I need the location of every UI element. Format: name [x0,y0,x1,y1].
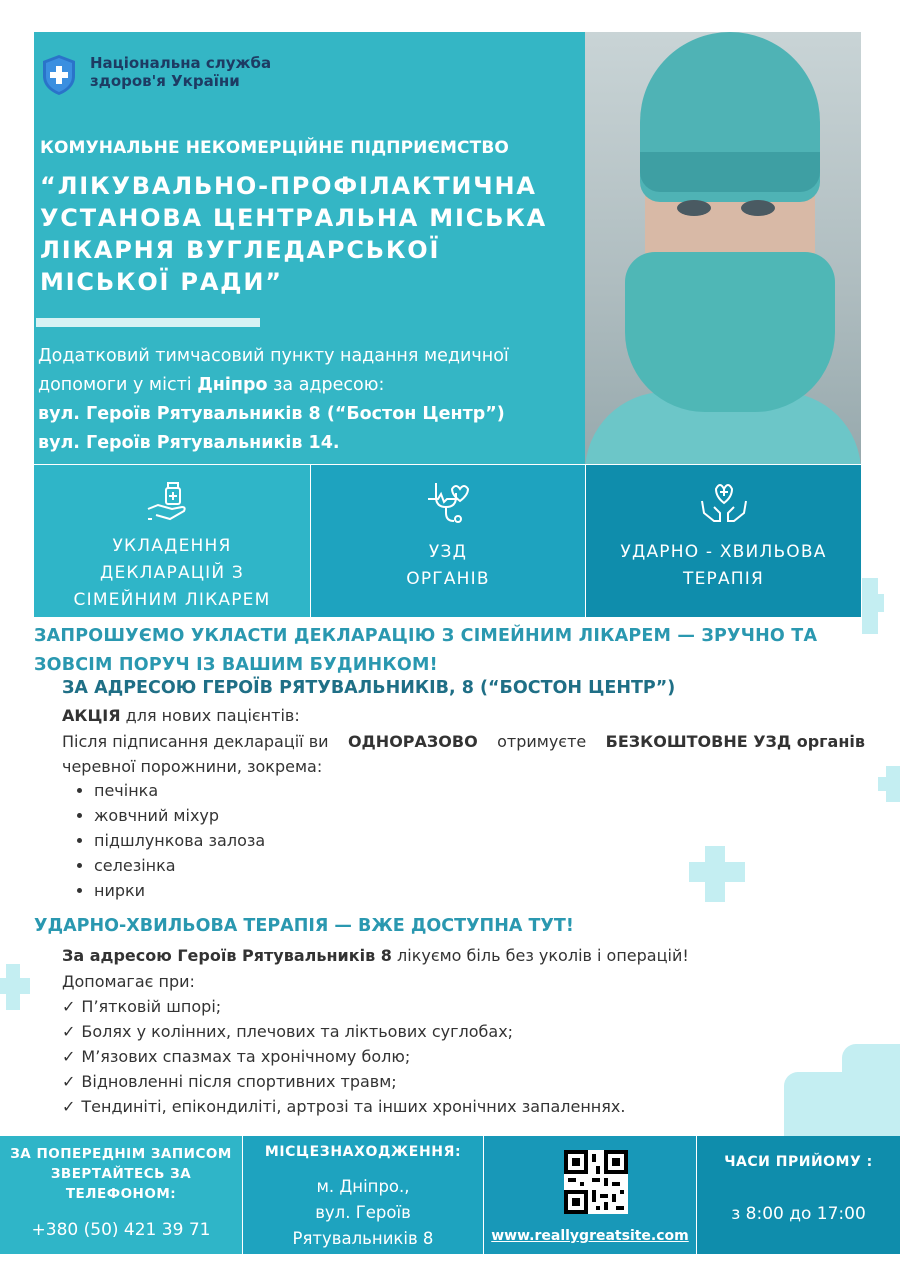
footer-phone-block: ЗА ПОПЕРЕДНІМ ЗАПИСОМ ЗВЕРТАЙТЕСЬ ЗА ТЕЛЕФОНОМ: +380 (50) 421 39 71 [0,1136,242,1254]
service-label: СІМЕЙНИМ ЛІКАРЕМ [73,590,271,610]
list-item: ✓ Тендиніті, епікондиліті, артрозі та інших хронічних запаленнях. [62,1097,626,1116]
check-icon: ✓ [62,1097,76,1116]
decor-plus [689,862,745,882]
service-label: УДАРНО - ХВИЛЬОВА [620,542,827,562]
therapy-helps-label: Допомагає при: [62,972,195,991]
check-icon: ✓ [62,1022,76,1041]
website-link[interactable]: www.reallygreatsite.com [491,1228,689,1244]
phone-number[interactable]: +380 (50) 421 39 71 [31,1220,211,1240]
list-item: ✓ Відновленні після спортивних травм; [62,1072,397,1091]
footer-location-block: МІСЦЕЗНАХОДЖЕННЯ: м. Дніпро., вул. Героїв Рятувальників 8 [243,1136,483,1254]
check-icon: ✓ [62,1047,76,1066]
organ-list [70,778,265,903]
list-item: • підшлункова залоза [94,828,265,853]
hands-heart-icon [698,479,750,525]
hospital-name: “ЛІКУВАЛЬНО-ПРОФІЛАКТИЧНА УСТАНОВА ЦЕНТРАЛЬНА МІСЬКА ЛІКАРНЯ ВУГЛЕДАРСЬКОЇ МІСЬКОЇ РАДИ” [40,172,548,296]
promo-text: АКЦІЯ для нових пацієнтів: [62,706,300,725]
therapy-heading: УДАРНО-ХВИЛЬОВА ТЕРАПІЯ — ВЖЕ ДОСТУПНА ТУТ! [34,916,574,936]
service-label: ДЕКЛАРАЦІЙ З [99,563,245,583]
decor-plus [878,777,900,791]
address-heading: ЗА АДРЕСОЮ ГЕРОЇВ РЯТУВАЛЬНИКІВ, 8 (“БОСТОН ЦЕНТР”) [62,678,676,698]
nszu-shield-icon [42,54,76,96]
hand-medicine-icon [146,479,198,525]
list-item: • селезінка [94,853,265,878]
qr-code-icon[interactable] [564,1150,628,1214]
header-banner [34,32,861,464]
decor-plus [862,594,884,612]
service-label: УКЛАДЕННЯ [112,536,232,556]
list-item: ✓ М’язових спазмах та хронічному болю; [62,1047,411,1066]
doctor-photo [585,32,861,464]
list-item: • жовчний міхур [94,803,265,828]
service-declaration [34,465,310,617]
header-divider [36,318,260,327]
list-item: ✓ Болях у колінних, плечових та ліктьових суглобах; [62,1022,514,1041]
footer-qr-block [484,1136,696,1254]
decor-plus [784,1072,900,1136]
check-icon: ✓ [62,1072,76,1091]
service-label: ОРГАНІВ [406,569,490,589]
nszu-logo-text: Національна служба здоров'я України [90,54,272,90]
intro-text: Додатковий тимчасовий пункту надання медичної допомоги у місті Дніпро за адресою: вул. Героїв Рятувальників 8 (“Бостон Центр”) вул. Героїв Рятувальників 14. [38,346,509,453]
list-item: • печінка [94,778,265,803]
service-label: ТЕРАПІЯ [682,569,764,589]
therapy-list [62,994,625,1119]
list-item: ✓ П’ятковій шпорі; [62,997,222,1016]
list-item: • нирки [94,878,265,903]
stethoscope-heart-icon [422,479,474,525]
service-label: УЗД [428,542,468,562]
service-shockwave [586,465,861,617]
footer-hours-block: ЧАСИ ПРИЙОМУ : з 8:00 до 17:00 [697,1136,900,1254]
decor-plus [0,978,30,994]
check-icon: ✓ [62,997,76,1016]
invite-heading: ЗАПРОШУЄМО УКЛАСТИ ДЕКЛАРАЦІЮ З СІМЕЙНИМ ЛІКАРЕМ — ЗРУЧНО ТА ЗОВСІМ ПОРУЧ ІЗ ВАШИМ БУДИНКОМ! [34,626,818,675]
therapy-intro: За адресою Героїв Рятувальників 8 лікуємо біль без уколів і операцій! [62,946,689,965]
org-type-line: КОМУНАЛЬНЕ НЕКОМЕРЦІЙНЕ ПІДПРИЄМСТВО [40,138,509,158]
service-ultrasound [311,465,585,617]
promo-description: Після підписання декларації ви ОДНОРАЗОВО отримуєте БЕЗКОШТОВНЕ УЗД органів черевної порожнини, зокрема: [62,732,865,776]
